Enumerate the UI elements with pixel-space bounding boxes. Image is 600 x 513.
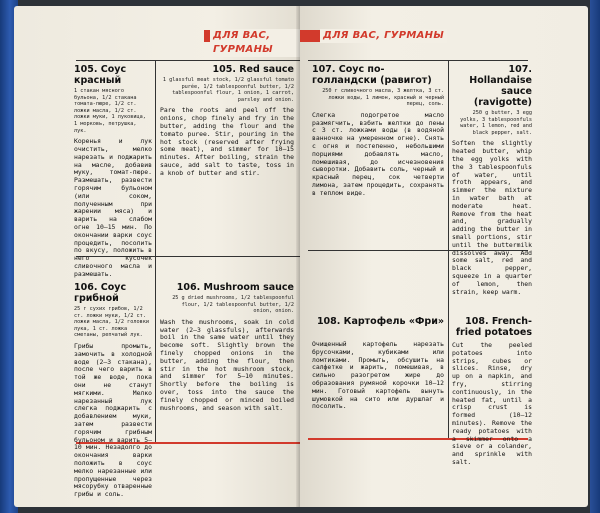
recipe-107-en	[452, 64, 532, 296]
recipe-ingredients: 1 glassful meat stock, 1/2 glassful tomato purée, 1/2 tablespoonful butter, 1/2 tablespoonful flour, 1 onion, 1 carrot, parsley and onion.	[162, 77, 294, 103]
recipe-title: 106. Mushroom sauce	[176, 282, 294, 293]
recipe-ingredients: 25 g dried mushrooms, 1/2 tablespoonful flour, 1/2 tablespoonful butter, 1/2 onion, onion.	[172, 295, 294, 315]
column-divider-upper-left	[155, 60, 156, 256]
recipe-105-en	[160, 64, 294, 178]
recipe-title: 108. French-fried potatoes	[455, 316, 532, 338]
book-cover-edge-right	[590, 0, 600, 513]
recipe-title: 105. Соус красный	[74, 64, 127, 86]
recipe-106-ru	[74, 282, 152, 499]
column-divider-upper-right	[448, 60, 449, 250]
recipe-text: Слегка подогретое масло размягчить, взбить желтки до пены с 3 ст. ложками воды (в водяной ванночке на умеренном огне). Снять с огня и постепенно, небольшими порциями добавлять масло, помешивая, до исчезновения сыворотки. Добавить соль, черный и красный перец, сок четверти лимона, затем процедить, сохранять в теплом виде.	[312, 110, 444, 197]
column-divider-lower-left	[155, 256, 156, 442]
recipe-ingredients: 250 г сливочного масла, 3 желтка, 3 ст. ложки воды, 1 лимон, красный и черный перец, соль.	[322, 88, 444, 108]
recipe-title: 108. Картофель «Фри»	[316, 316, 444, 327]
column-divider-lower-right	[448, 250, 449, 438]
rule-top-left	[76, 60, 300, 61]
recipe-text: Cut the peeled potatoes into strips, cubes or slices. Rinse, dry up on a napkin, and fry, stirring continuously, in the heated fat, until a crisp crust is formed (10—12 minutes). Remove the ready potatoes with a skimmer onto a sieve or a colander, and sprinkle with salt.	[452, 341, 532, 466]
recipe-title: 107. Hollandaise sauce (ravigotte)	[469, 64, 532, 108]
left-page	[14, 6, 300, 507]
running-header-right: ДЛЯ ВАС, ГУРМАНЫ	[320, 29, 447, 43]
recipe-text: Грибы промыть, замочить в холодной воде (2—3 стакана), после чего варить в той же воде, пока они не станут мягкими. Мелко нарезанный лук слегка поджарить с добавлением муки, затем развести горячим грибным бульоном и варить 5—10 мин. Незадолго до окончания варки положить в соус мелко нарезанные или пропущенные через мясорубку отваренные грибы и соль.	[74, 341, 152, 499]
recipe-text: Очищенный картофель нарезать брусочками, кубиками или ломтиками. Промыть, обсушить на салфетке и жарить, помешивая, в сильно разогретом жире до образования румяной корочки 10—12 мин. Готовый картофель вынуть шумовкой на сито или дуршлаг и посолить.	[312, 340, 444, 411]
recipe-107-ru	[312, 64, 444, 198]
recipe-title: 105. Red sauce	[212, 64, 294, 75]
recipe-ingredients: 25 г сухих грибов, 1/2 ст. ложки муки, 1/2 ст. ложки масла, 1/2 головки лука, 1 ст. ложка сметаны, репчатый лук.	[74, 306, 149, 339]
recipe-title: 107. Соус по-голландски (равигот)	[312, 64, 432, 86]
recipe-105-ru	[74, 64, 152, 279]
running-header-left: ДЛЯ ВАС, ГУРМАНЫ	[210, 29, 300, 57]
rule-top-right	[308, 60, 528, 61]
recipe-108-en	[452, 316, 532, 467]
recipe-text: Коренья и лук очистить, мелко нарезать и поджарить на масле, добавив муку, томат-пюре. Размешать, развести горячим бульоном (или соком, полученным при жарении мяса) и варить на слабом огне 10—15 мин. По окончании варки соус процедить, посолить по вкусу, положить в него кусочек сливочного масла и размешать.	[74, 137, 152, 278]
recipe-text: Pare the roots and peel off the onions, chop finely and fry in the butter, adding the flour and the tomato puree. Stir, pouring in the hot stock (reserved after frying some meat), and simmer for 10—15 minutes. After boiling, strain the sauce, add salt to taste, toss in a knob of butter and stir.	[160, 106, 294, 177]
recipe-ingredients: 250 g butter, 3 egg yolks, 3 tablespoonfuls water, 1 lemon, red and black pepper, salt.	[460, 110, 532, 136]
recipe-title: 106. Соус грибной	[74, 282, 127, 304]
recipe-108-ru	[312, 316, 444, 411]
right-page	[300, 6, 588, 507]
recipe-text: Soften the slightly heated butter, whip the egg yolks with the 3 tablespoonfuls of water, until froth appears, and simmer the mixture in water bath at moderate heat. Remove from the heat and, gradually adding the butter in small portions, stir until the buttermilk dissolves away. Add some salt, red and black pepper, squeeze in a quarter of lemon, then strain, keep warm.	[452, 139, 532, 296]
recipe-106-en	[160, 282, 294, 412]
recipe-text: Wash the mushrooms, soak in cold water (2—3 glassfuls), afterwards boil in the same water until they become soft. Slightly brown the finely chopped onions in the butter, adding the flour, then stir in the hot mushroom stock, and simmer for 5—10 minutes. Shortly before the boiling is over, toss into the sauce the finely chopped or minced boiled mushrooms, and season with salt.	[160, 317, 294, 412]
recipe-ingredients: 1 стакан мясного бульона, 1/2 стакана томата-пюре, 1/2 ст. ложки масла, 1/2 ст. ложки муки, 1 луковица, 1 морковь, петрушка, лук.	[74, 88, 146, 134]
